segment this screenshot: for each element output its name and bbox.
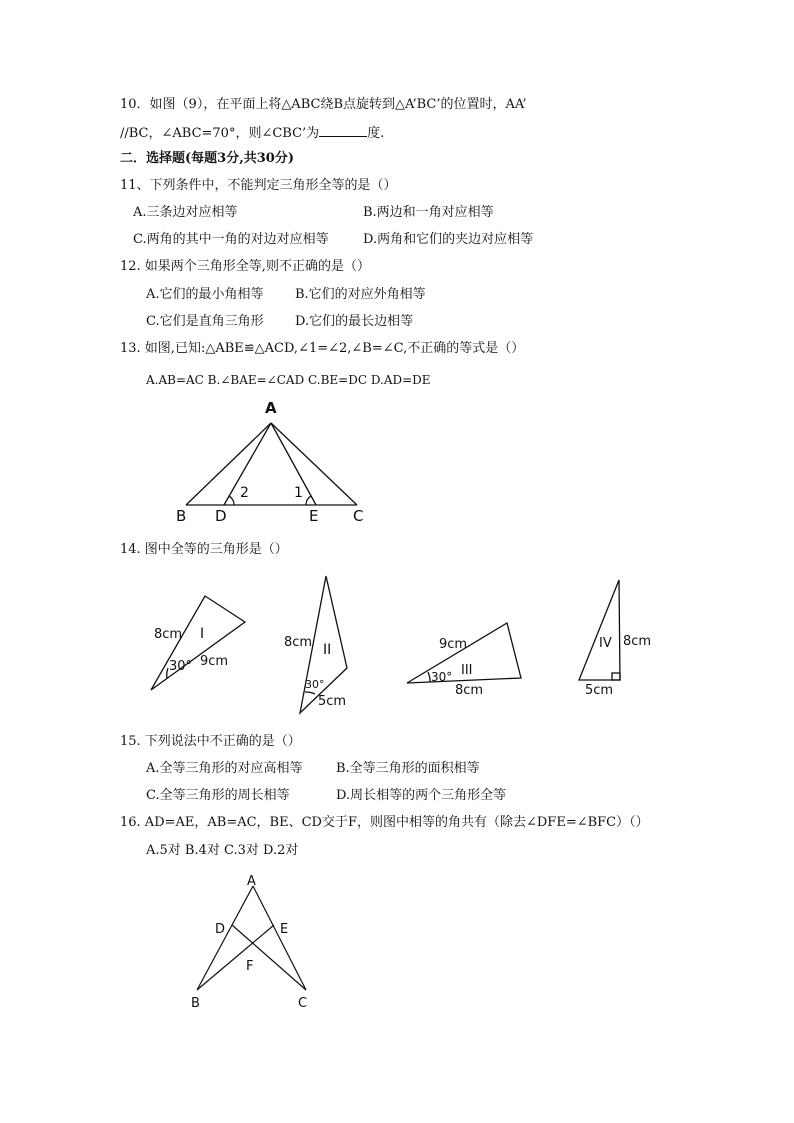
q11-option-c: C.两角的其中一角的对边对应相等 [133, 232, 329, 247]
q15-option-c: C.全等三角形的周长相等 [146, 788, 290, 803]
q14-triangle-2-angle-arc [305, 692, 315, 694]
q15-option-b: B.全等三角形的面积相等 [336, 761, 480, 776]
q12-stem: 12. 如果两个三角形全等,则不正确的是（） [120, 259, 370, 274]
q16-line-dc [232, 925, 306, 990]
q12-option-c: C.它们是直角三角形 [146, 314, 264, 329]
q14-fig2-name: II [323, 642, 332, 658]
q14-fig2-side2: 5cm [318, 694, 347, 709]
q14-fig3-side1: 9cm [439, 637, 468, 652]
q14-triangle-1-angle-arc [167, 668, 168, 678]
q10-answer-blank [319, 124, 367, 137]
q11-option-d: D.两角和它们的夹边对应相等 [363, 232, 534, 247]
q13-angle1-arc [306, 496, 311, 505]
q14-triangle-4-right-angle [612, 673, 620, 680]
q16-label-d: D [215, 922, 226, 937]
q16-label-f: F [246, 959, 254, 974]
q13-label-b: B [176, 507, 187, 525]
q16-stem: 16. AD=AE，AB=AC，BE、CD交于F，则图中相等的角共有（除去∠DFE=∠BFC）（） [120, 815, 649, 830]
q14-fig2-angle: 30° [305, 678, 325, 691]
q14-fig4-name: IV [599, 636, 612, 651]
q13-stem: 13. 如图,已知:△ABE≌△ACD,∠1=∠2,∠B=∠C,不正确的等式是（） [120, 341, 525, 356]
q14-fig4-side2: 5cm [585, 683, 614, 698]
q16-label-c: C [298, 996, 308, 1011]
q13-figure [170, 395, 370, 525]
q16-line-be [197, 925, 274, 990]
q14-fig2-side1: 8cm [284, 635, 313, 650]
section-2-heading: 二．选择题(每题3分,共30分) [120, 151, 294, 166]
q16-label-a: A [247, 874, 256, 889]
q14-fig3-angle: 30° [431, 670, 453, 684]
q13-label-c: C [353, 507, 364, 525]
q16-label-e: E [280, 922, 289, 937]
q13-label-e: E [309, 507, 319, 525]
q13-label-a: A [265, 399, 277, 417]
q13-line-ab [186, 423, 271, 505]
q12-option-d: D.它们的最长边相等 [295, 314, 414, 329]
q14-fig4-side1: 8cm [623, 634, 652, 649]
q14-triangle-4 [579, 580, 620, 680]
q14-fig1-name: I [200, 626, 205, 642]
q16-line-ab [197, 886, 253, 990]
q13-label-d: D [215, 507, 227, 525]
q11-option-a: A.三条边对应相等 [133, 205, 238, 220]
q14-triangle-1 [151, 596, 245, 690]
q14-fig3-side2: 8cm [455, 683, 484, 698]
q14-fig1-angle: 30° [169, 659, 193, 674]
q15-option-a: A.全等三角形的对应高相等 [146, 761, 303, 776]
q14-figures [140, 570, 680, 720]
q16-line-ac [253, 886, 306, 990]
q15-stem: 15. 下列说法中不正确的是（） [120, 734, 301, 749]
q10-line2-unit: 度. [367, 126, 385, 141]
q13-options: A.AB=AC B.∠BAE=∠CAD C.BE=DC D.AD=DE [146, 373, 431, 387]
q16-figure [185, 870, 325, 1020]
q14-fig1-side1: 8cm [154, 627, 183, 642]
q13-label-angle1: 1 [294, 485, 303, 501]
q14-fig3-name: III [461, 663, 473, 678]
q15-option-d: D.周长相等的两个三角形全等 [336, 788, 507, 803]
q10-line2 [120, 124, 384, 142]
q16-label-b: B [191, 996, 200, 1011]
q13-label-angle2: 2 [240, 485, 249, 501]
q13-line-ac [271, 423, 357, 505]
q11-option-b: B.两边和一角对应相等 [363, 205, 494, 220]
q10-line1: 10．如图（9），在平面上将△ABC绕B点旋转到△A’BC’的位置时，AA’ [120, 97, 527, 112]
q11-stem: 11、下列条件中，不能判定三角形全等的是（） [120, 178, 397, 193]
q14-stem: 14. 图中全等的三角形是（） [120, 542, 288, 557]
q10-line2-text: //BC，∠ABC=70°，则∠CBC’为 [120, 126, 320, 141]
q12-option-b: B.它们的对应外角相等 [295, 287, 426, 302]
q14-triangle-3-angle-arc [428, 672, 430, 682]
q12-option-a: A.它们的最小角相等 [146, 287, 264, 302]
q13-angle2-arc [229, 496, 234, 505]
q16-options: A.5对 B.4对 C.3对 D.2对 [146, 843, 299, 858]
q14-fig1-side2: 9cm [200, 654, 229, 669]
